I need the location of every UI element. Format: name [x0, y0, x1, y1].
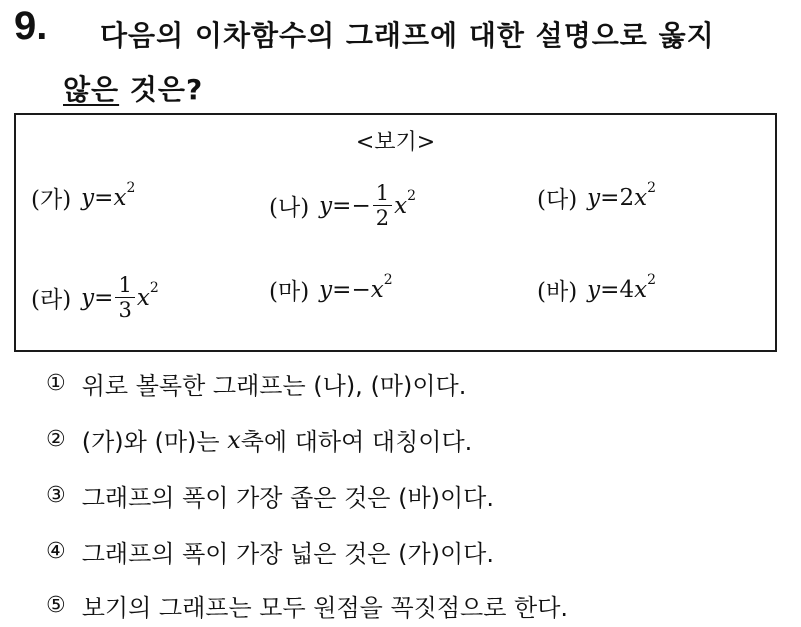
- item-label: (가): [31, 187, 72, 213]
- example-item-ra: [31, 273, 159, 322]
- eq-fraction: [373, 181, 392, 230]
- item-label: (바): [537, 279, 578, 305]
- choice-marker: ②: [46, 427, 66, 452]
- eq-lhs: y: [587, 276, 601, 303]
- eq-sign: =: [332, 192, 352, 219]
- question-underlined-word: 않은: [63, 73, 120, 106]
- eq-sign: =: [94, 184, 114, 211]
- eq-exp: 2: [647, 271, 656, 288]
- item-label: (나): [269, 195, 310, 221]
- example-item-ma: [269, 273, 393, 306]
- eq-var: x: [136, 284, 150, 311]
- example-box: [14, 113, 777, 352]
- eq-lhs: y: [81, 184, 95, 211]
- eq-sign: =: [600, 276, 620, 303]
- eq-sign: =: [94, 284, 114, 311]
- choice-marker: ⑤: [46, 593, 66, 618]
- eq-exp: 2: [647, 179, 656, 196]
- frac-denominator: 3: [118, 298, 132, 322]
- choice-text: 위로 볼록한 그래프는 (나), (마)이다.: [81, 372, 467, 400]
- answer-choice-5[interactable]: [46, 588, 568, 623]
- item-equation: [319, 181, 416, 230]
- item-equation: [319, 271, 393, 303]
- frac-numerator: 1: [115, 273, 134, 298]
- example-item-ba: [537, 273, 656, 306]
- choice-text-before: (가)와 (마)는: [81, 428, 228, 456]
- choice-text: 그래프의 폭이 가장 좁은 것은 (바)이다.: [81, 484, 494, 512]
- eq-exp: 2: [126, 179, 136, 196]
- eq-coef: 4: [619, 276, 635, 303]
- answer-choice-4[interactable]: [46, 534, 494, 569]
- choice-marker: ①: [46, 371, 66, 396]
- eq-var: x: [634, 276, 648, 303]
- eq-sign: =: [332, 276, 352, 303]
- frac-denominator: 2: [375, 206, 390, 230]
- example-item-ga: [31, 181, 135, 214]
- question-text-line2: [63, 68, 203, 108]
- item-label: (다): [537, 187, 578, 213]
- eq-lhs: y: [319, 192, 333, 219]
- answer-choice-3[interactable]: [46, 478, 494, 513]
- eq-lhs: y: [319, 276, 333, 303]
- example-item-na: [269, 181, 416, 230]
- eq-fraction: [115, 273, 134, 322]
- eq-sign: =: [600, 184, 620, 211]
- answer-choice-2[interactable]: [46, 422, 472, 457]
- choice-text-after: 축에 대하여 대칭이다.: [240, 428, 473, 456]
- eq-var: x: [370, 276, 384, 303]
- choice-variable: x: [227, 425, 241, 454]
- question-text-line1: 다음의 이차함수의 그래프에 대한 설명으로 옳지: [100, 19, 715, 52]
- eq-coef: 2: [619, 184, 635, 211]
- choice-text: 보기의 그래프는 모두 원점을 꼭짓점으로 한다.: [81, 594, 569, 622]
- answer-choice-1[interactable]: [46, 366, 466, 401]
- item-equation: [81, 273, 159, 322]
- choice-text: 그래프의 폭이 가장 넓은 것은 (가)이다.: [81, 540, 494, 568]
- frac-numerator: 1: [373, 181, 392, 206]
- eq-lhs: y: [587, 184, 601, 211]
- question-text-rest: 것은?: [119, 73, 204, 106]
- eq-exp: 2: [383, 271, 393, 288]
- eq-exp: 2: [149, 279, 159, 296]
- eq-var: x: [394, 192, 408, 219]
- item-label: (마): [269, 279, 310, 305]
- item-equation: [587, 179, 656, 211]
- choice-marker: ④: [46, 539, 66, 564]
- item-label: (라): [31, 287, 72, 313]
- example-item-da: [537, 181, 656, 214]
- eq-minus: −: [351, 276, 371, 303]
- eq-exp: 2: [407, 187, 417, 204]
- eq-lhs: y: [81, 284, 95, 311]
- eq-var: x: [113, 184, 127, 211]
- item-equation: [81, 179, 136, 211]
- question-number: 9.: [14, 4, 48, 48]
- choice-marker: ③: [46, 483, 66, 508]
- eq-var: x: [634, 184, 648, 211]
- eq-minus: −: [351, 192, 371, 219]
- example-box-title: <보기>: [355, 130, 436, 155]
- item-equation: [587, 271, 656, 303]
